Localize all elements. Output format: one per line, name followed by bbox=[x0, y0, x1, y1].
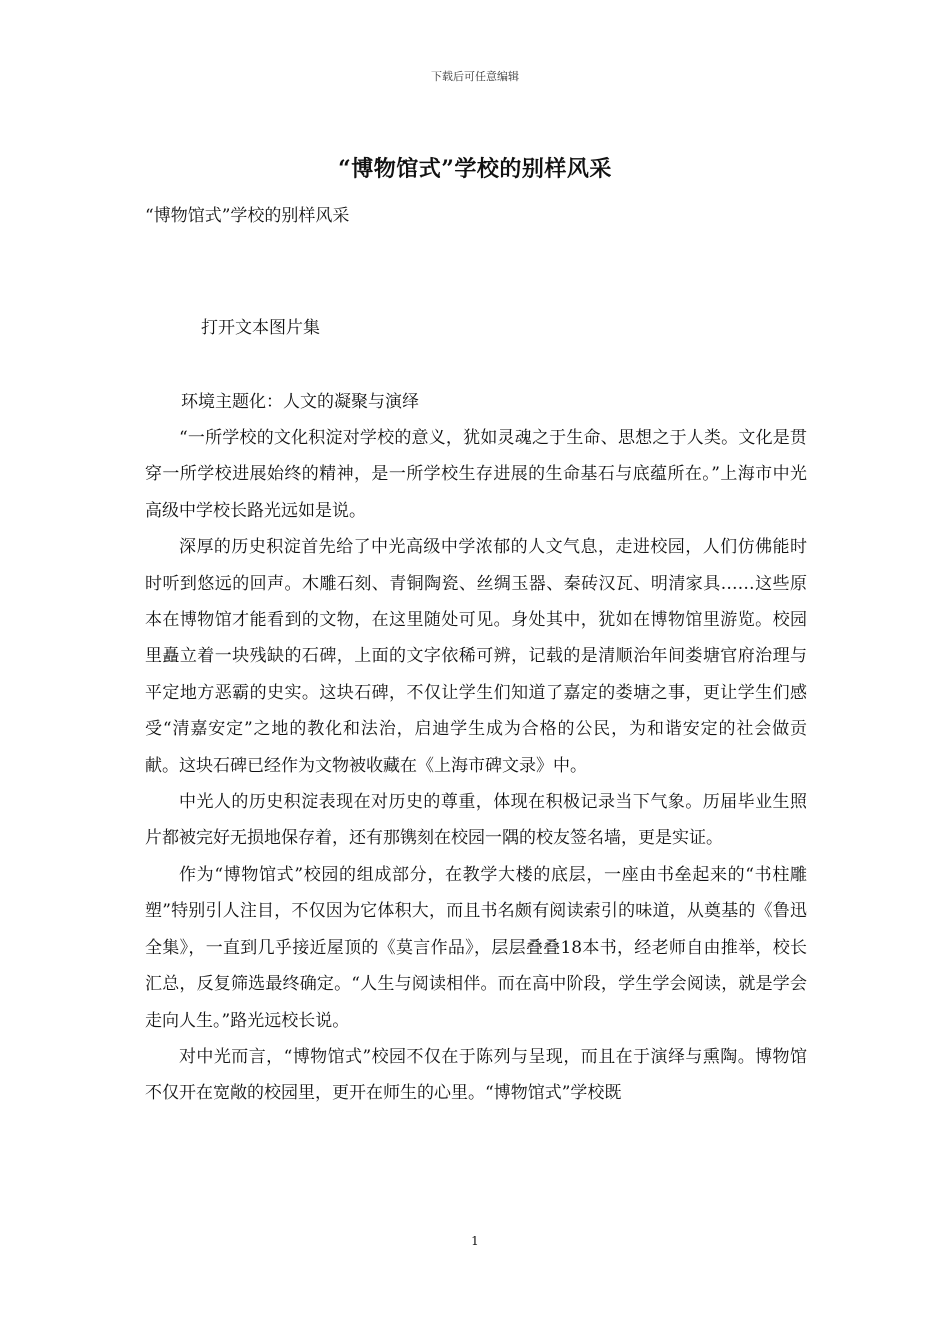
paragraph: 作为“博物馆式”校园的组成部分，在教学大楼的底层，一座由书垒起来的“书柱雕塑”特别引人注目，不仅因为它体积大，而且书名颇有阅读索引的味道，从奠基的《鲁迅全集》，一直到几乎接近屋顶的《莫言作品》，层层叠叠18本书，经老师自由推举，校长汇总，反复筛选最终确定。“人生与阅读相伴。而在高中阶段，学生学会阅读，就是学会走向人生。”路光远校长说。 bbox=[145, 864, 807, 1031]
paragraph: 深厚的历史积淀首先给了中光高级中学浓郁的人文气息，走进校园，人们仿佛能时时听到悠远的回声。木雕石刻、青铜陶瓷、丝绸玉器、秦砖汉瓦、明清家具……这些原本在博物馆才能看到的文物，在这里随处可见。身处其中，犹如在博物馆里游览。校园里矗立着一块残缺的石碑，上面的文字依稀可辨，记载的是清顺治年间娄塘官府治理与平定地方恶霸的史实。这块石碑，不仅让学生们知道了嘉定的娄塘之事，更让学生们感受“清嘉安定”之地的教化和法治，启迪学生成为合格的公民，为和谐安定的社会做贡献。这块石碑已经作为文物被收藏在《上海市碑文录》中。 bbox=[145, 537, 807, 776]
page-header-note: 下载后可任意编辑 bbox=[431, 70, 519, 83]
open-gallery-link[interactable]: 打开文本图片集 bbox=[201, 318, 320, 338]
paragraph: “一所学校的文化积淀对学校的意义，犹如灵魂之于生命、思想之于人类。文化是贯穿一所学校进展始终的精神，是一所学校生存进展的生命基石与底蕴所在。”上海市中光高级中学校长路光远如是说。 bbox=[145, 428, 807, 521]
paragraph: 对中光而言，“博物馆式”校园不仅在于陈列与呈现，而且在于演绎与熏陶。博物馆不仅开在宽敞的校园里，更开在师生的心里。“博物馆式”学校既 bbox=[145, 1046, 807, 1104]
section-heading: 环境主题化：人文的凝聚与演绎 bbox=[181, 392, 419, 412]
paragraph: 中光人的历史积淀表现在对历史的尊重，体现在积极记录当下气象。历届毕业生照片都被完好无损地保存着，还有那镌刻在校园一隅的校友签名墙，更是实证。 bbox=[145, 792, 807, 849]
article-body bbox=[145, 420, 807, 1112]
document-subtitle: “博物馆式”学校的别样风采 bbox=[145, 206, 350, 226]
page-number: 1 bbox=[471, 1234, 479, 1248]
document-title: “博物馆式”学校的别样风采 bbox=[338, 156, 612, 182]
